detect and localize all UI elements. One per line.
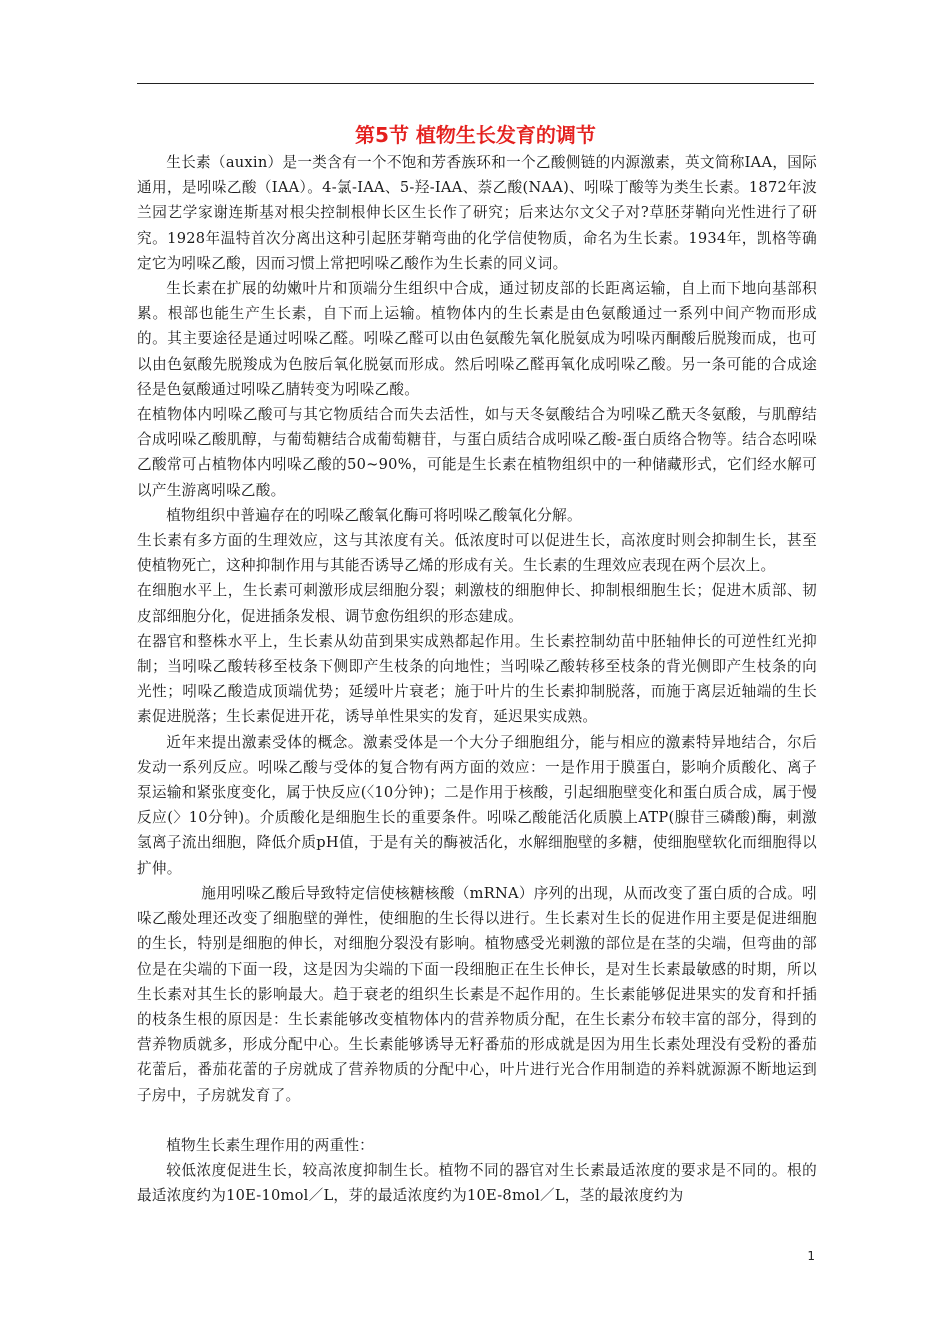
paragraph-oxidase: 植物组织中普遍存在的吲哚乙酸氧化酶可将吲哚乙酸氧化分解。	[166, 506, 582, 524]
header-rule	[137, 83, 814, 84]
paragraph-receptor: 近年来提出激素受体的概念。激素受体是一个大分子细胞组分，能与相应的激素特异地结合，尔后发动一系列反应。吲哚乙酸与受体的复合物有两方面的效应：一是作用于膜蛋白，影响介质酸化、离子泵运输和紧张度变化，属于快反应(〈10分钟)；二是作用于核酸，引起细胞壁变化和蛋白质合成，属于慢反应(〉10分钟)。介质酸化是细胞生长的重要条件。吲哚乙酸能活化质膜上ATP(腺苷三磷酸)酶，刺激氢离子流出细胞，降低介质pH值，于是有关的酶被活化，水解细胞壁的多糖，使细胞壁软化而细胞得以扩伸。	[137, 733, 817, 877]
paragraph-duality-heading: 植物生长素生理作用的两重性：	[166, 1136, 375, 1154]
page-number: 1	[807, 1249, 815, 1263]
page-title: 第5节 植物生长发育的调节	[355, 123, 596, 147]
paragraph-conjugation: 在植物体内吲哚乙酸可与其它物质结合而失去活性，如与天冬氨酸结合为吲哚乙酰天冬氨酸，与肌醇结合成吲哚乙酸肌醇，与葡萄糖结合成葡萄糖苷，与蛋白质结合成吲哚乙酸-蛋白质络合物等。结合态吲哚乙酸常可占植物体内吲哚乙酸的50~90%，可能是生长素在植物组织中的一种储藏形式，它们经水解可以产生游离吲哚乙酸。	[137, 406, 817, 499]
paragraph-concentration: 较低浓度促进生长，较高浓度抑制生长。植物不同的器官对生长素最适浓度的要求是不同的。根的最适浓度约为10E-10mol／L，芽的最适浓度约为10E-8mol／L，茎的最浓度约为	[137, 1161, 817, 1205]
paragraph-mrna: 施用吲哚乙酸后导致特定信使核糖核酸（mRNA）序列的出现，从而改变了蛋白质的合成。吲哚乙酸处理还改变了细胞壁的弹性，使细胞的生长得以进行。生长素对生长的促进作用主要是促进细胞的生长，特别是细胞的伸长，对细胞分裂没有影响。植物感受光刺激的部位是在茎的尖端，但弯曲的部位是在尖端的下面一段，这是因为尖端的下面一段细胞正在生长伸长，是对生长素最敏感的时期，所以生长素对其生长的影响最大。趋于衰老的组织生长素是不起作用的。生长素能够促进果实的发育和扦插的枝条生根的原因是：生长素能够改变植物体内的营养物质分配，在生长素分布较丰富的部分，得到的营养物质就多，形成分配中心。生长素能够诱导无籽番茄的形成就是因为用生长素处理没有受粉的番茄花蕾后，番茄花蕾的子房就成了营养物质的分配中心，叶片进行光合作用制造的养料就源源不断地运到子房中，子房就发育了。	[137, 884, 817, 1104]
paragraph-synthesis: 生长素在扩展的幼嫩叶片和顶端分生组织中合成，通过韧皮部的长距离运输，自上而下地向基部积累。根部也能生产生长素，自下而上运输。植物体内的生长素是由色氨酸通过一系列中间产物而形成的。其主要途径是通过吲哚乙醛。吲哚乙醛可以由色氨酸先氧化脱氨成为吲哚丙酮酸后脱羧而成，也可以由色氨酸先脱羧成为色胺后氧化脱氨而形成。然后吲哚乙醛再氧化成吲哚乙酸。另一条可能的合成途径是色氨酸通过吲哚乙腈转变为吲哚乙酸。	[137, 280, 817, 398]
paragraph-cell-level: 在细胞水平上，生长素可刺激形成层细胞分裂；刺激枝的细胞伸长、抑制根细胞生长；促进木质部、韧皮部细胞分化，促进插条发根、调节愈伤组织的形态建成。	[137, 582, 817, 625]
document-body	[137, 150, 817, 1208]
paragraph-organ-level: 在器官和整株水平上，生长素从幼苗到果实成熟都起作用。生长素控制幼苗中胚轴伸长的可逆性红光抑制；当吲哚乙酸转移至枝条下侧即产生枝条的向地性；当吲哚乙酸转移至枝条的背光侧即产生枝条的向光性；吲哚乙酸造成顶端优势；延缓叶片衰老；施于叶片的生长素抑制脱落，而施于离层近轴端的生长素促进脱落；生长素促进开花，诱导单性果实的发育，延迟果实成熟。	[137, 632, 817, 726]
paragraph-auxin-intro: 生长素（auxin）是一类含有一个不饱和芳香族环和一个乙酸侧链的内源激素，英文简称IAA，国际通用，是吲哚乙酸（IAA）。4-氯-IAA、5-羟-IAA、萘乙酸(NAA)、吲哚丁酸等为类生长素。1872年波兰园艺学家谢连斯基对根尖控制根伸长区生长作了研究；后来达尔文父子对?草胚芽鞘向光性进行了研究。1928年温特首次分离出这种引起胚芽鞘弯曲的化学信使物质，命名为生长素。1934年，凯格等确定它为吲哚乙酸，因而习惯上常把吲哚乙酸作为生长素的同义词。	[137, 154, 817, 272]
paragraph-gap	[137, 1108, 817, 1133]
paragraph-effects: 生长素有多方面的生理效应，这与其浓度有关。低浓度时可以促进生长，高浓度时则会抑制生长，甚至使植物死亡，这种抑制作用与其能否诱导乙烯的形成有关。生长素的生理效应表现在两个层次上。	[137, 532, 817, 575]
